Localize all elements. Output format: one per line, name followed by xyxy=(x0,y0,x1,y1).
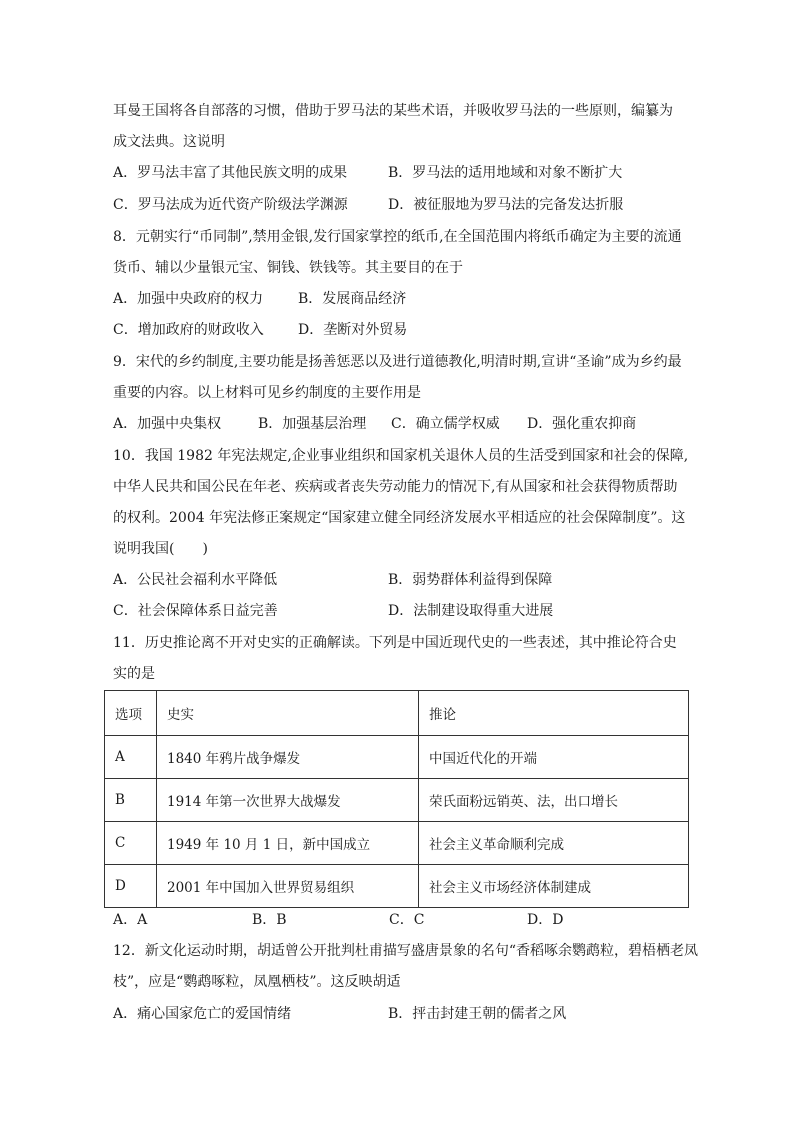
q9-line-2: 重要的内容。以上材料可见乡约制度的主要作用是 xyxy=(113,385,421,401)
table-row xyxy=(105,865,689,908)
q11-line-1: 11．历史推论离不开对史实的正确解读。下列是中国近现代史的一些表述，其中推论符合史 xyxy=(113,635,677,651)
q10-line-1: 10．我国 1982 年宪法规定,企业事业组织和国家机关退休人员的生活受到国家和社会的保障, xyxy=(113,448,689,464)
q10-option-d: D．法制建设取得重大进展 xyxy=(388,603,554,619)
table-cell: 中国近代化的开端 xyxy=(419,736,689,779)
q7-option-d: D．被征服地为罗马法的完备发达折服 xyxy=(388,197,624,213)
header-cell-fact: 史实 xyxy=(157,691,419,736)
q10-option-a: A．公民社会福利水平降低 xyxy=(113,572,278,588)
q9-option-a: A．加强中央集权 xyxy=(113,416,222,432)
q10-line-2: 中华人民共和国公民在年老、疾病或者丧失劳动能力的情况下,有从国家和社会获得物质帮助 xyxy=(113,479,678,495)
q9-option-d: D．强化重农抑商 xyxy=(527,416,637,432)
q12-option-b: B．抨击封建王朝的儒者之风 xyxy=(388,1006,567,1022)
table-cell: D xyxy=(105,865,157,908)
q10-line-4: 说明我国( ) xyxy=(113,541,208,557)
q8-option-b: B．发展商品经济 xyxy=(298,291,407,307)
q11-table xyxy=(104,690,689,908)
table-cell: C xyxy=(105,822,157,865)
q10-line-3: 的权利。2004 年宪法修正案规定“国家建立健全同经济发展水平相适应的社会保障制度”。这 xyxy=(113,510,686,526)
table-cell: 1949 年 10 月 1 日，新中国成立 xyxy=(157,822,419,865)
table-cell: B xyxy=(105,779,157,822)
q11-option-a: A．A xyxy=(113,912,148,928)
q11-option-b: B．B xyxy=(252,912,287,928)
q10-option-c: C．社会保障体系日益完善 xyxy=(113,603,278,619)
table-cell: 社会主义市场经济体制建成 xyxy=(419,865,689,908)
q7-option-c: C．罗马法成为近代资产阶级法学渊源 xyxy=(113,197,348,213)
table-cell: 1914 年第一次世界大战爆发 xyxy=(157,779,419,822)
q12-line-1: 12．新文化运动时期，胡适曾公开批判杜甫描写盛唐景象的名句“香稻啄余鹦鹉粒，碧梧栖老凤 xyxy=(113,943,698,959)
q8-option-d: D．垄断对外贸易 xyxy=(298,322,408,338)
q9-option-b: B．加强基层治理 xyxy=(258,416,367,432)
q11-option-d: D．D xyxy=(527,912,564,928)
table-row xyxy=(105,822,689,865)
q11-line-2: 实的是 xyxy=(113,666,155,682)
header-cell-option: 选项 xyxy=(105,691,157,736)
q7-option-a: A．罗马法丰富了其他民族文明的成果 xyxy=(113,165,348,181)
q7-line-2: 成文法典。这说明 xyxy=(113,134,225,150)
q10-option-b: B．弱势群体利益得到保障 xyxy=(388,572,553,588)
q9-line-1: 9．宋代的乡约制度,主要功能是扬善惩恶以及进行道德教化,明清时期,宣讲“圣谕”成为乡约最 xyxy=(113,354,682,370)
table-cell: A xyxy=(105,736,157,779)
q11-option-c: C．C xyxy=(389,912,425,928)
header-cell-inference: 推论 xyxy=(419,691,689,736)
q7-line-1: 耳曼王国将各自部落的习惯，借助于罗马法的某些术语，并吸收罗马法的一些原则，编纂为 xyxy=(113,103,673,119)
table-header-row xyxy=(105,691,689,736)
q8-option-a: A．加强中央政府的权力 xyxy=(113,291,264,307)
table-cell: 1840 年鸦片战争爆发 xyxy=(157,736,419,779)
table-cell: 荣氏面粉远销英、法，出口增长 xyxy=(419,779,689,822)
q12-option-a: A．痛心国家危亡的爱国情绪 xyxy=(113,1006,292,1022)
table-row xyxy=(105,779,689,822)
q8-line-2: 货币、辅以少量银元宝、铜钱、铁钱等。其主要目的在于 xyxy=(113,260,463,276)
q12-line-2: 枝”，应是“鹦鹉啄粒，凤凰栖枝”。这反映胡适 xyxy=(113,974,401,990)
q8-line-1: 8．元朝实行“币同制”,禁用金银,发行国家掌控的纸币,在全国范围内将纸币确定为主要的流通 xyxy=(113,229,682,245)
table-cell: 社会主义革命顺利完成 xyxy=(419,822,689,865)
q7-option-b: B．罗马法的适用地域和对象不断扩大 xyxy=(388,165,623,181)
q9-option-c: C．确立儒学权威 xyxy=(391,416,500,432)
table-cell: 2001 年中国加入世界贸易组织 xyxy=(157,865,419,908)
q8-option-c: C．增加政府的财政收入 xyxy=(113,322,264,338)
table-row xyxy=(105,736,689,779)
